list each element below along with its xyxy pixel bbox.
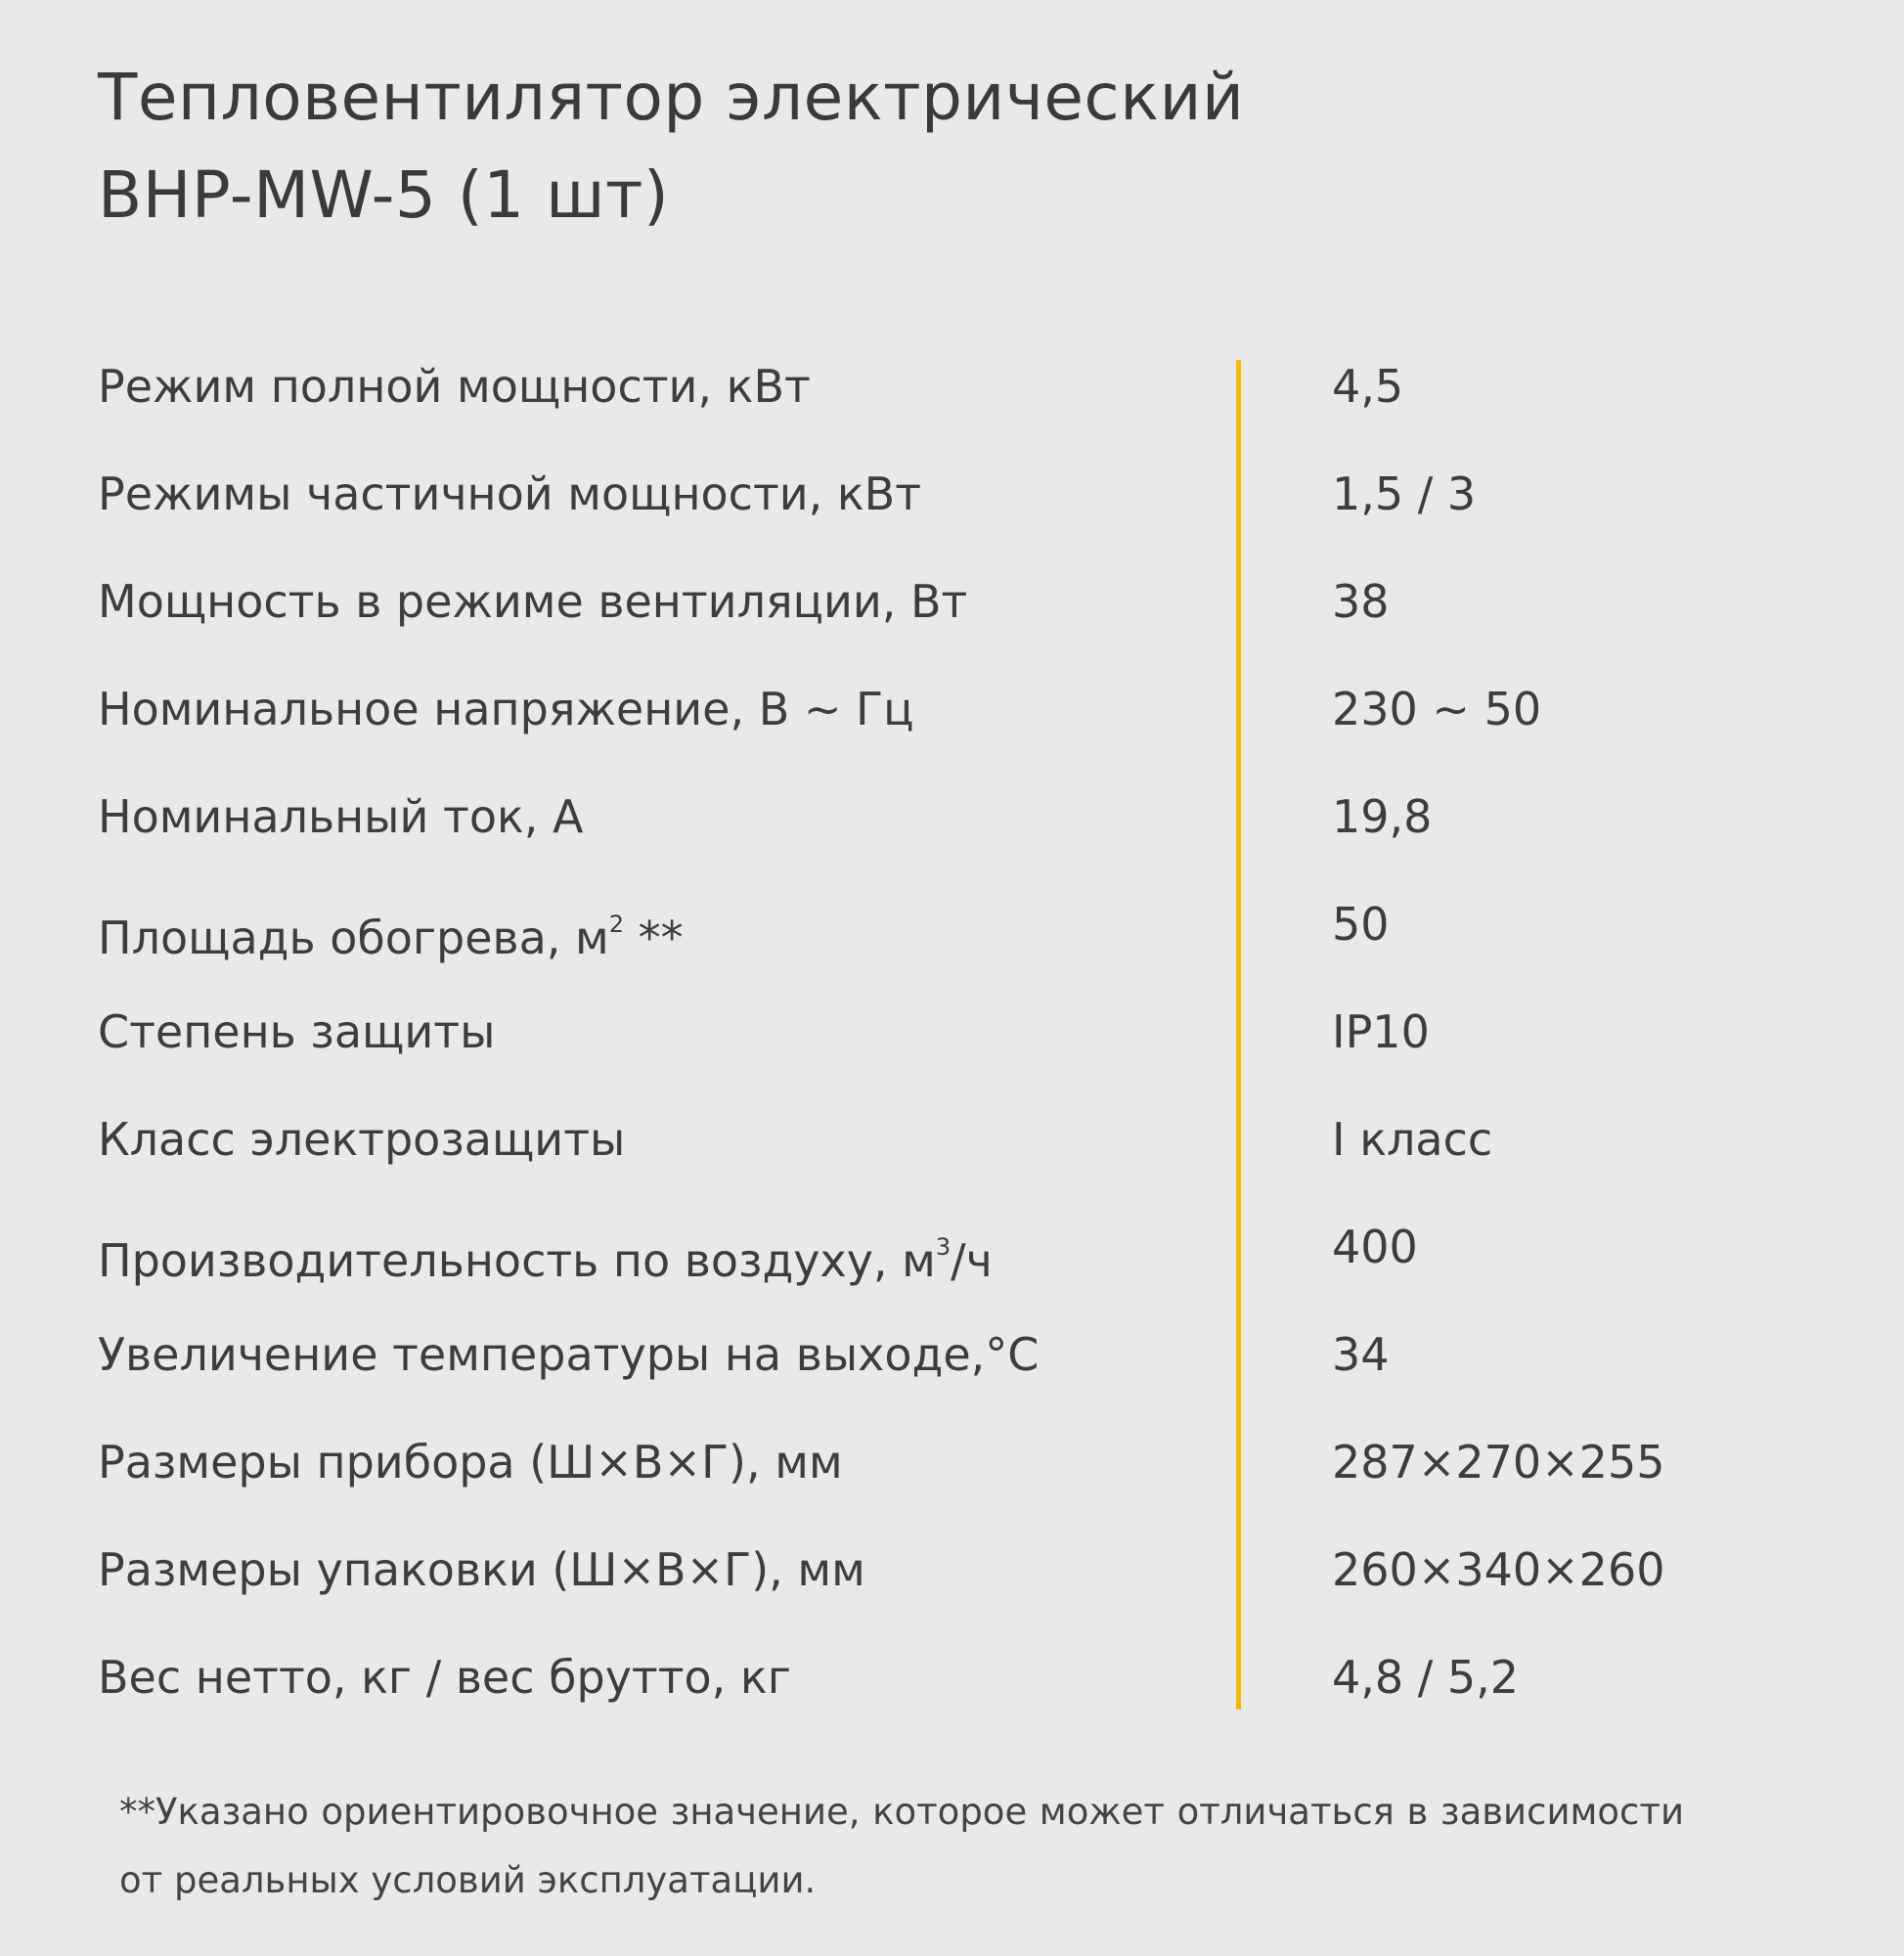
spec-label: Мощность в режиме вентиляции, Вт — [98, 575, 968, 628]
spec-value: 260×340×260 — [1332, 1543, 1665, 1596]
spec-label — [98, 870, 684, 992]
spec-row-device-size — [98, 1408, 1741, 1516]
spec-row-airflow — [98, 1193, 1741, 1301]
spec-label: Класс электрозащиты — [98, 1113, 626, 1166]
spec-value: 4,5 — [1332, 360, 1404, 413]
spec-value: 287×270×255 — [1332, 1436, 1665, 1489]
spec-label: Степень защиты — [98, 1005, 496, 1058]
spec-value: 50 — [1332, 898, 1390, 951]
footnote: **Указано ориентировочное значение, которое может отличаться в зависимости от реальных условий эксплуатации. — [119, 1791, 1684, 1901]
spec-row-temperature-rise — [98, 1301, 1741, 1408]
spec-value: 1,5 / 3 — [1332, 467, 1477, 520]
spec-label: Режимы частичной мощности, кВт — [98, 467, 922, 520]
spec-row-electric-class — [98, 1086, 1741, 1193]
spec-label — [98, 1193, 993, 1314]
product-title — [98, 49, 1244, 244]
spec-row-weight — [98, 1623, 1741, 1731]
spec-value: 4,8 / 5,2 — [1332, 1651, 1520, 1704]
spec-value: 230 ~ 50 — [1332, 683, 1542, 735]
spec-value: I класс — [1332, 1113, 1493, 1166]
spec-value: 38 — [1332, 575, 1390, 628]
spec-row-full-power — [98, 333, 1741, 440]
spec-label-text: Производительность по воздуху, м — [98, 1234, 936, 1287]
spec-row-package-size — [98, 1516, 1741, 1623]
spec-label: Размеры прибора (Ш×В×Г), мм — [98, 1436, 843, 1489]
spec-label: Вес нетто, кг / вес брутто, кг — [98, 1651, 791, 1704]
product-title-line-1: Тепловентилятор электрический — [98, 60, 1245, 135]
spec-label: Размеры упаковки (Ш×В×Г), мм — [98, 1543, 865, 1596]
superscript: 2 — [608, 911, 625, 938]
spec-table — [98, 333, 1741, 1731]
spec-value: 400 — [1332, 1221, 1418, 1273]
spec-label-suffix: /ч — [951, 1234, 993, 1287]
spec-row-current — [98, 763, 1741, 870]
spec-label: Номинальное напряжение, В ~ Гц — [98, 683, 914, 735]
superscript: 3 — [935, 1233, 952, 1261]
spec-row-heating-area — [98, 870, 1741, 978]
spec-label-text: Площадь обогрева, м — [98, 911, 609, 964]
spec-label-suffix: ** — [624, 911, 684, 964]
spec-value: 34 — [1332, 1328, 1390, 1381]
spec-row-protection-degree — [98, 978, 1741, 1086]
spec-value: IP10 — [1332, 1005, 1430, 1058]
spec-row-voltage — [98, 655, 1741, 763]
spec-row-partial-power — [98, 440, 1741, 548]
spec-label: Номинальный ток, А — [98, 790, 584, 843]
product-title-line-2: BHP-MW-5 (1 шт) — [98, 157, 670, 233]
spec-label: Режим полной мощности, кВт — [98, 360, 811, 413]
spec-label: Увеличение температуры на выходе,°С — [98, 1328, 1040, 1381]
spec-value: 19,8 — [1332, 790, 1433, 843]
spec-row-fan-power — [98, 548, 1741, 655]
